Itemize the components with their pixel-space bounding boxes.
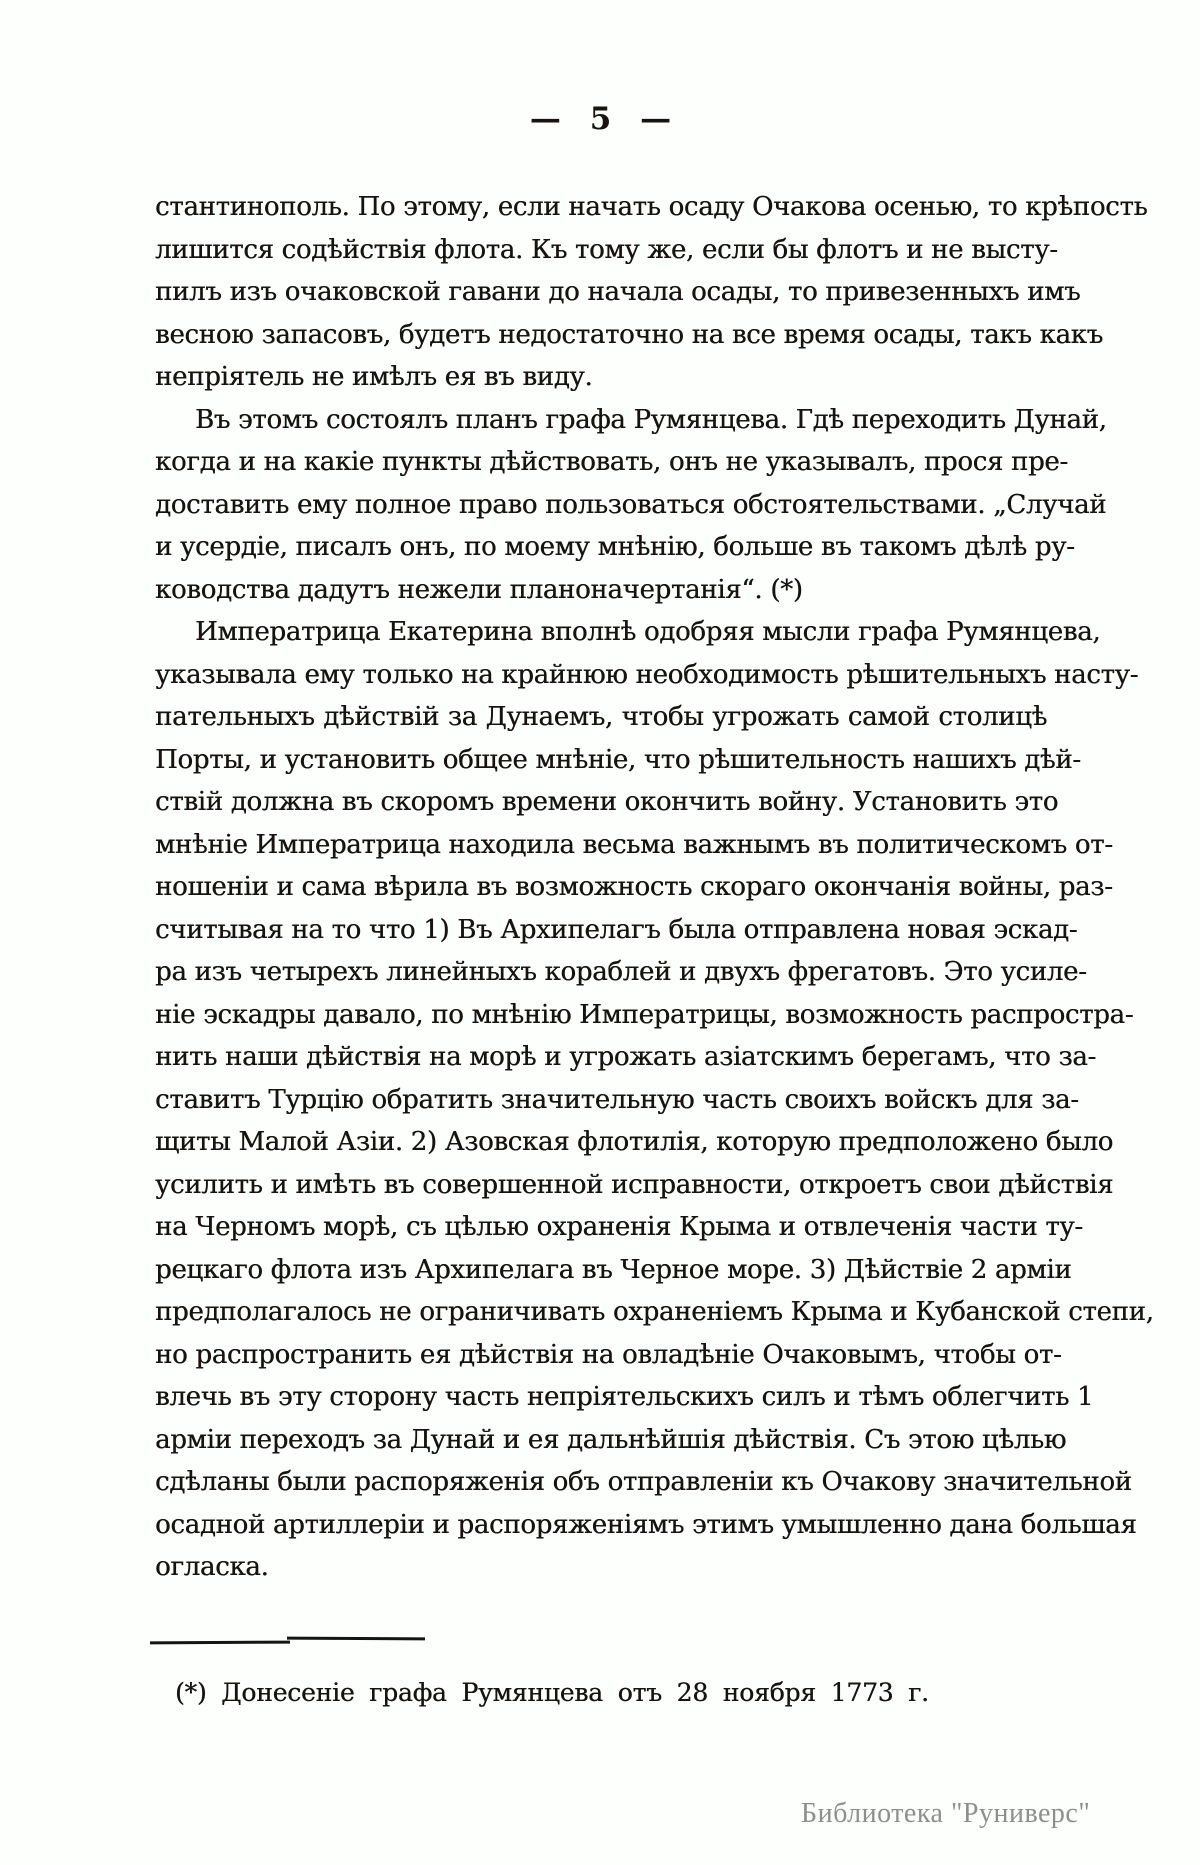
text-line: нить наши дѣйствія на морѣ и угрожать азіатскимъ берегамъ, что за- — [155, 1042, 1096, 1072]
text-line: ствій должна въ скоромъ времени окончить войну. Установить это — [155, 787, 1059, 817]
text-line: мнѣніе Императрица находила весьма важнымъ въ политическомъ от- — [155, 829, 1113, 860]
body-text — [155, 186, 1154, 1589]
text-line: ководства дадутъ нежели планоначертанія“. (*) — [155, 574, 803, 605]
text-line: сдѣланы были распоряженія объ отправленіи къ Очакову значительной — [155, 1467, 1132, 1497]
text-line: ставитъ Турцію обратить значительную часть своихъ войскъ для за- — [155, 1084, 1079, 1115]
page-number: — 5 — — [529, 101, 673, 137]
footnote: (*) Донесеніе графа Румянцева отъ 28 ноября 1773 г. — [175, 1678, 929, 1707]
text-line: ніе эскадры давало, по мнѣнію Императрицы, возможность распростра- — [155, 999, 1134, 1030]
text-line: весною запасовъ, будетъ недостаточно на все время осады, такъ какъ — [155, 319, 1103, 350]
text-line: влечь въ эту сторону часть непріятельскихъ силъ и тѣмъ облегчить 1 — [155, 1382, 1094, 1412]
text-line: рецкаго флота изъ Архипелага въ Черное море. 3) Дѣйствіе 2 арміи — [155, 1254, 1072, 1285]
text-line: Порты, и установить общее мнѣніе, что рѣшительность нашихъ дѣй- — [155, 744, 1081, 775]
footnote-separator — [150, 1641, 290, 1645]
text-line: стантинополь. По этому, если начать осаду Очакова осенью, то крѣпость — [155, 192, 1148, 222]
text-line: считывая на то что 1) Въ Архипелагъ была отправлена новая эскад- — [155, 914, 1078, 945]
text-line: щиты Малой Азіи. 2) Азовская флотилія, которую предположено было — [155, 1127, 1114, 1157]
text-line: доставить ему полное право пользоваться обстоятельствами. „Случай — [155, 489, 1107, 520]
text-line: ношеніи и сама вѣрила въ возможность скораго окончанія войны, раз- — [155, 872, 1113, 902]
text-line: Императрица Екатерина вполнѣ одобряя мысли графа Румянцева, — [195, 617, 1101, 647]
text-line: пательныхъ дѣйствій за Дунаемъ, чтобы угрожать самой столицѣ — [155, 702, 1047, 732]
text-line: ра изъ четырехъ линейныхъ кораблей и двухъ фрегатовъ. Это усиле- — [155, 957, 1087, 987]
text-line: лишится содѣйствія флота. Къ тому же, если бы флотъ и не высту- — [155, 234, 1058, 265]
text-line: когда и на какіе пункты дѣйствовать, онъ не указывалъ, прося пре- — [155, 447, 1068, 477]
text-line: Въ этомъ состоялъ планъ графа Румянцева. Гдѣ переходить Дунай, — [195, 404, 1107, 435]
text-line: усилить и имѣть въ совершенной исправности, откроетъ свои дѣйствія — [155, 1169, 1114, 1200]
text-line: но распространить ея дѣйствія на овладѣніе Очаковымъ, чтобы от- — [155, 1339, 1062, 1370]
text-line: предполагалось не ограничивать охраненіемъ Крыма и Кубанской степи, — [155, 1297, 1154, 1327]
text-line: указывала ему только на крайнюю необходимость рѣшительныхъ насту- — [155, 659, 1139, 690]
text-line: арміи переходъ за Дунай и ея дальнѣйшія дѣйствія. Съ этою цѣлью — [155, 1424, 1067, 1455]
text-line: на Черномъ морѣ, съ цѣлью охраненія Крыма и отвлеченія части ту- — [155, 1212, 1083, 1242]
text-line: и усердіе, писалъ онъ, по моему мнѣнію, больше въ такомъ дѣлѣ ру- — [155, 532, 1075, 562]
text-line: непріятель не имѣлъ ея въ виду. — [155, 362, 593, 392]
text-line: огласка. — [155, 1552, 269, 1582]
footnote-separator — [287, 1637, 425, 1641]
text-line: пилъ изъ очаковской гавани до начала осады, то привезенныхъ имъ — [155, 277, 1081, 307]
library-watermark: Библиотека "Руниверс" — [801, 1798, 1091, 1829]
text-line: осадной артиллеріи и распоряженіямъ этимъ умышленно дана большая — [155, 1509, 1137, 1540]
